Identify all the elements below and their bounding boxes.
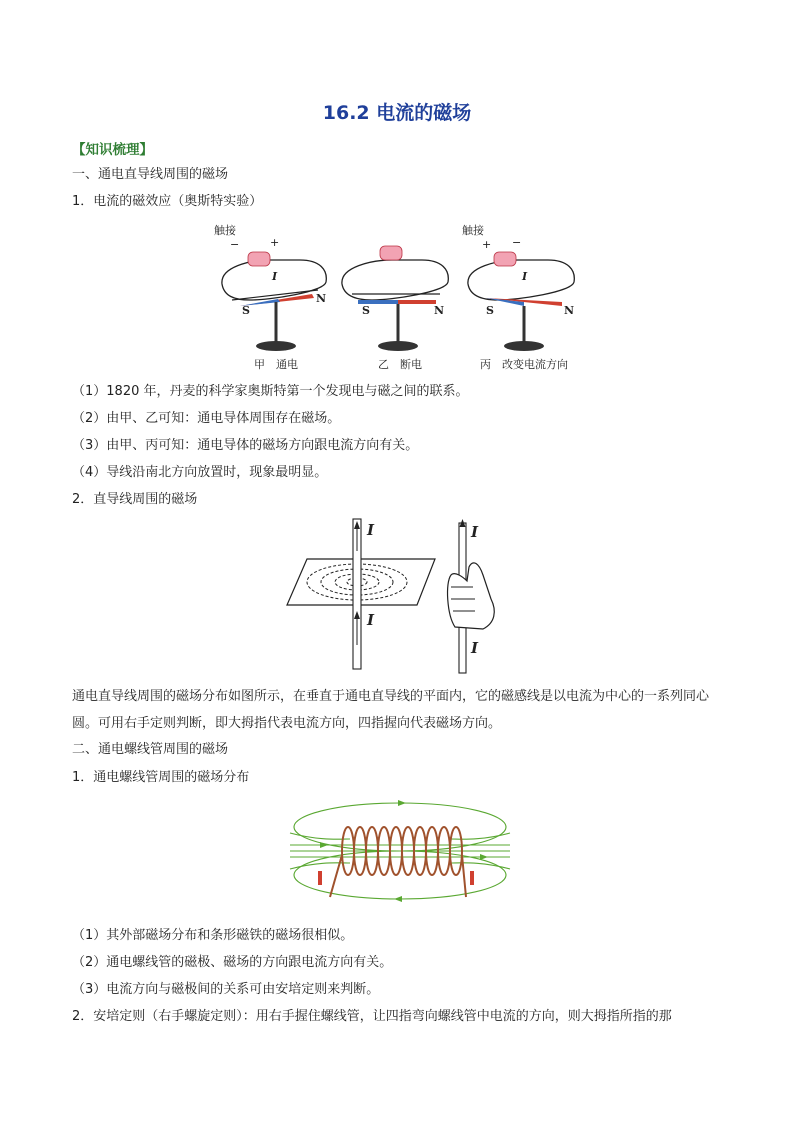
current-label-bottom: I: [367, 611, 375, 629]
part1-point-3: （3）由甲、丙可知：通电导体的磁场方向跟电流方向有关。: [72, 438, 419, 453]
s-pole-label: S: [242, 304, 250, 317]
battery-icon: [494, 252, 516, 266]
right-hand-icon: [448, 519, 495, 673]
part1-heading: 一、通电直导线周围的磁场: [72, 167, 229, 182]
straight-wire-field-figure: [285, 515, 525, 675]
plus-sign: +: [270, 236, 280, 249]
current-label: I: [522, 270, 528, 283]
current-label: I: [272, 270, 278, 283]
s-pole-label: S: [486, 304, 494, 317]
part1-point-4: （4）导线沿南北方向放置时，现象最明显。: [72, 465, 328, 480]
part2-heading: 二、通电螺线管周围的磁场: [72, 742, 229, 757]
part2-point-2: （2）通电螺线管的磁极、磁场的方向跟电流方向有关。: [72, 955, 393, 970]
minus-sign: −: [512, 236, 522, 249]
part1-description: 通电直导线周围的磁场分布如图所示，在垂直于通电直导线的平面内，它的磁感线是以电流为中心的一系列同心圆。可用右手定则判断，即大拇指代表电流方向，四指握向代表磁场方向。: [72, 689, 710, 731]
part2-point-1: （1）其外部磁场分布和条形磁铁的磁场很相似。: [72, 928, 354, 943]
part1-point-1: （1）1820 年，丹麦的科学家奥斯特第一个发现电与磁之间的联系。: [72, 384, 469, 399]
part1-point-2: （2）由甲、乙可知：通电导体周围存在磁场。: [72, 411, 341, 426]
solenoid-field-figure: [290, 795, 510, 907]
page-title: 16.2 电流的磁场: [322, 102, 472, 124]
caption-off: 乙 断电: [378, 358, 422, 371]
n-pole-label: N: [434, 304, 445, 317]
part2-item1: 1．通电螺线管周围的磁场分布: [72, 770, 250, 785]
compass-needle-right: [470, 871, 474, 885]
n-pole-label: N: [316, 292, 327, 305]
oersted-experiment-figure: [210, 222, 590, 372]
panel-reversed: [462, 223, 574, 371]
caption-on: 甲 通电: [254, 358, 298, 371]
current-label-hand-bottom: I: [471, 639, 479, 657]
touch-label: 触接: [462, 224, 484, 237]
plus-sign: +: [482, 238, 492, 251]
battery-icon: [380, 246, 402, 260]
part2-item2: 2．安培定则（右手螺旋定则）：用右手握住螺线管，让四指弯向螺线管中电流的方向，则大拇指所指的那: [72, 1009, 672, 1024]
caption-reversed: 丙 改变电流方向: [480, 358, 568, 371]
touch-label: 触接: [214, 224, 236, 237]
current-label-hand-top: I: [471, 523, 479, 541]
compass-needle-left: [318, 871, 322, 885]
panel-on: [214, 223, 326, 371]
panel-off: [342, 246, 448, 371]
section-tag: 【知识梳理】: [72, 142, 153, 158]
part1-item2: 2．直导线周围的磁场: [72, 492, 198, 507]
minus-sign: −: [230, 238, 240, 251]
current-label-top: I: [367, 521, 375, 539]
part1-item1: 1．电流的磁效应（奥斯特实验）: [72, 194, 263, 209]
s-pole-label: S: [362, 304, 370, 317]
part2-point-3: （3）电流方向与磁极间的关系可由安培定则来判断。: [72, 982, 380, 997]
battery-icon: [248, 252, 270, 266]
n-pole-label: N: [564, 304, 575, 317]
